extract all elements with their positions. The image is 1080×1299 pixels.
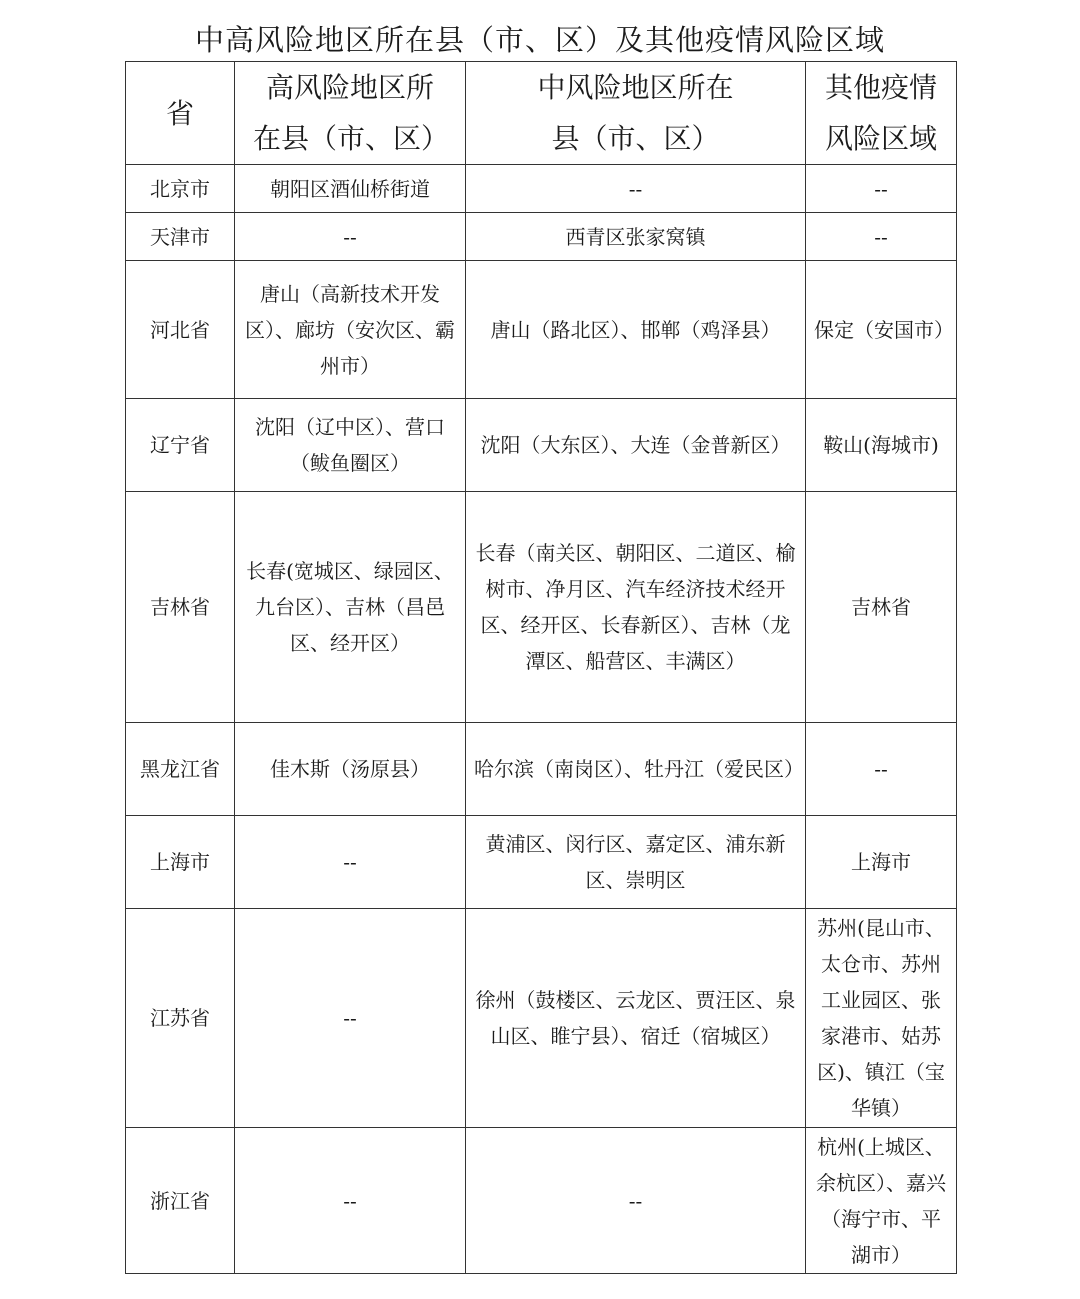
cell-high-risk: 沈阳（辽中区）、营口（鲅鱼圈区）	[235, 399, 466, 492]
cell-province: 河北省	[126, 261, 235, 399]
cell-other-risk: --	[806, 213, 957, 261]
cell-high-risk: --	[235, 816, 466, 909]
cell-high-risk: 佳木斯（汤原县）	[235, 723, 466, 816]
cell-other-risk: 上海市	[806, 816, 957, 909]
cell-medium-risk: 沈阳（大东区）、大连（金普新区）	[466, 399, 806, 492]
cell-province: 北京市	[126, 165, 235, 213]
cell-province: 上海市	[126, 816, 235, 909]
header-province: 省	[126, 62, 235, 165]
cell-medium-risk: 唐山（路北区）、邯郸（鸡泽县）	[466, 261, 806, 399]
table-row	[126, 165, 957, 213]
cell-high-risk: 朝阳区酒仙桥街道	[235, 165, 466, 213]
cell-medium-risk: --	[466, 1128, 806, 1274]
table-row	[126, 213, 957, 261]
cell-high-risk: 唐山（高新技术开发区）、廊坊（安次区、霸州市）	[235, 261, 466, 399]
cell-medium-risk: 西青区张家窝镇	[466, 213, 806, 261]
cell-high-risk: --	[235, 1128, 466, 1274]
cell-medium-risk: --	[466, 165, 806, 213]
table-row	[126, 261, 957, 399]
cell-medium-risk: 徐州（鼓楼区、云龙区、贾汪区、泉山区、睢宁县）、宿迁（宿城区）	[466, 909, 806, 1128]
cell-province: 天津市	[126, 213, 235, 261]
cell-high-risk: --	[235, 213, 466, 261]
cell-medium-risk: 黄浦区、闵行区、嘉定区、浦东新区、崇明区	[466, 816, 806, 909]
table-row	[126, 909, 957, 1128]
header-medium-risk: 中风险地区所在县（市、区）	[466, 62, 806, 165]
cell-high-risk: --	[235, 909, 466, 1128]
table-row	[126, 1128, 957, 1274]
cell-province: 辽宁省	[126, 399, 235, 492]
cell-other-risk: --	[806, 165, 957, 213]
cell-other-risk: 苏州(昆山市、太仓市、苏州工业园区、张家港市、姑苏区)、镇江（宝华镇）	[806, 909, 957, 1128]
cell-province: 浙江省	[126, 1128, 235, 1274]
cell-medium-risk: 哈尔滨（南岗区）、牡丹江（爱民区）	[466, 723, 806, 816]
cell-other-risk: 杭州(上城区、余杭区）、嘉兴（海宁市、平湖市）	[806, 1128, 957, 1274]
table-header-row	[126, 62, 957, 165]
risk-area-table	[125, 61, 957, 1274]
header-high-risk: 高风险地区所在县（市、区）	[235, 62, 466, 165]
cell-other-risk: 鞍山(海城市)	[806, 399, 957, 492]
cell-other-risk: 保定（安国市）	[806, 261, 957, 399]
table-row	[126, 492, 957, 723]
page-title: 中高风险地区所在县（市、区）及其他疫情风险区域	[194, 23, 885, 57]
cell-other-risk: 吉林省	[806, 492, 957, 723]
table-row	[126, 816, 957, 909]
cell-high-risk: 长春(宽城区、绿园区、九台区）、吉林（昌邑区、经开区）	[235, 492, 466, 723]
header-other-risk: 其他疫情风险区域	[806, 62, 957, 165]
cell-medium-risk: 长春（南关区、朝阳区、二道区、榆树市、净月区、汽车经济技术经开区、经开区、长春新区）、吉林（龙潭区、船营区、丰满区）	[466, 492, 806, 723]
table-row	[126, 723, 957, 816]
cell-province: 吉林省	[126, 492, 235, 723]
cell-province: 黑龙江省	[126, 723, 235, 816]
table-row	[126, 399, 957, 492]
cell-province: 江苏省	[126, 909, 235, 1128]
cell-other-risk: --	[806, 723, 957, 816]
